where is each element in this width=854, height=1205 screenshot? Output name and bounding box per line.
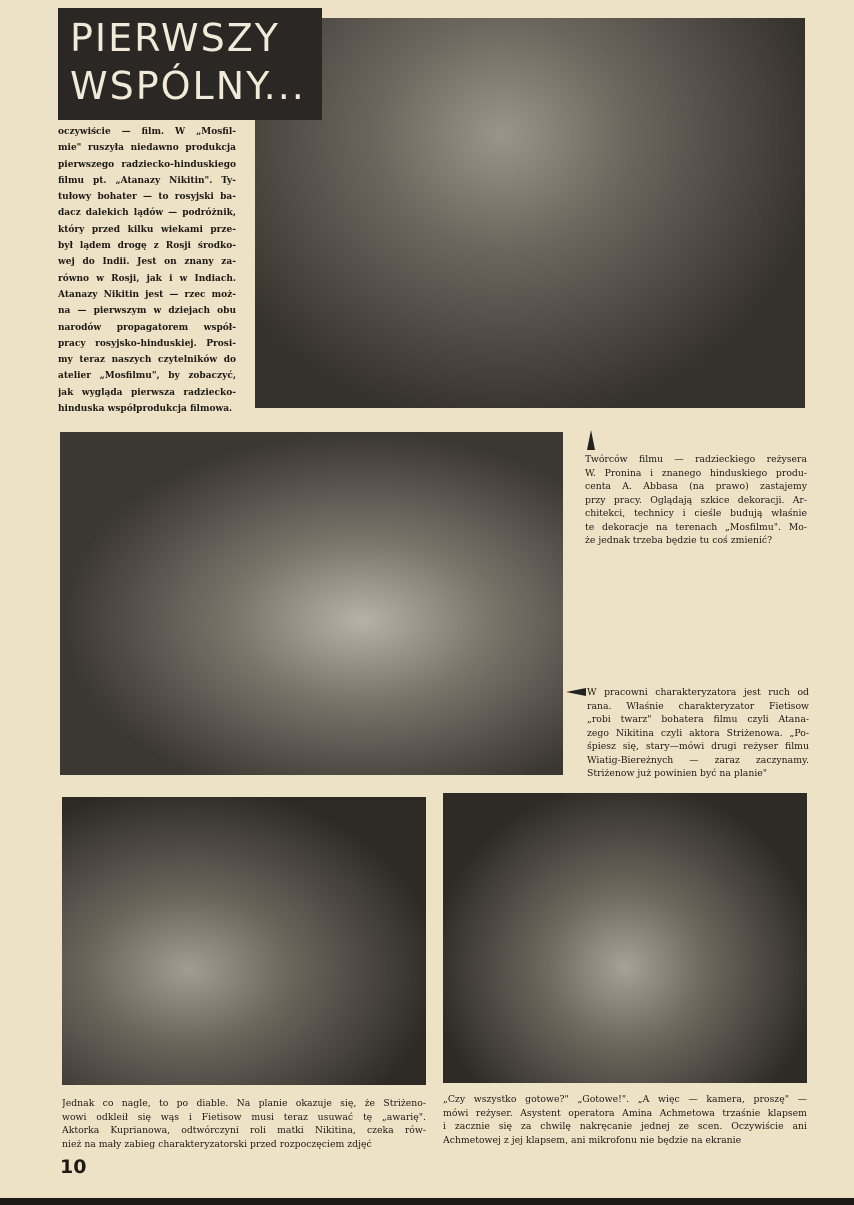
text-line: hinduska współprodukcja filmowa. (58, 404, 233, 415)
article-title (58, 8, 322, 120)
text-line: był lądem drogę z Rosji środko- (58, 241, 236, 252)
arrow-up-icon (587, 430, 595, 450)
text-line: „Czy wszystko gotowe?" „Gotowe!". „A więc — kamera, proszę" — (443, 1094, 807, 1105)
text-line: oczywiście — film. W „Mosfil- (58, 127, 236, 137)
text-line: Aktorka Kuprianowa, odtwórczyni roli matki Nikitina, czeka rów- (62, 1125, 426, 1136)
text-line: tułowy bohater — to rosyjski ba- (58, 192, 236, 203)
text-line: dacz dalekich lądów — podróżnik, (58, 208, 236, 219)
text-line: na — pierwszym w dziejach obu (58, 306, 236, 317)
text-line: Jednak co nagle, to po diable. Na planie okazuje się, że Striżeno- (62, 1098, 426, 1109)
text-line: Striżenow już powinien być na planie" (587, 768, 768, 779)
text-line: narodów propagatorem współ- (58, 322, 236, 333)
text-line: że jednak trzeba będzie tu coś zmienić? (585, 535, 773, 546)
text-line: przy pracy. Oglądają szkice dekoracji. Ar- (585, 494, 807, 506)
text-line: wej do Indii. Jest on znany za- (58, 257, 236, 268)
caption-top-photo (585, 453, 807, 548)
text-line: śpiesz się, stary—mówi drugi reżyser filmu (587, 741, 809, 752)
text-line: Atanazy Nikitin jest — rzec moż- (58, 289, 236, 300)
page-edge (0, 1198, 854, 1205)
arrow-left-icon (566, 688, 586, 696)
text-line: równo w Rosji, jak i w Indiach. (58, 273, 236, 284)
text-line: jak wygląda pierwsza radziecko- (58, 387, 236, 398)
text-line: wowi odkleił się wąs i Fietisow musi teraz usuwać tę „awarię". (62, 1111, 426, 1123)
text-line: Achmetowej z jej klapsem, ani mikrofonu nie będzie na ekranie (443, 1134, 742, 1146)
text-line: filmu pt. „Atanazy Nikitin". Ty- (58, 175, 236, 186)
photo-film-set-actress (62, 797, 426, 1085)
title-line-2: WSPÓLNY... (70, 64, 306, 108)
text-line: nież na mały zabieg charakteryzatorski przed rozpoczęciem zdjęć (62, 1138, 372, 1150)
caption-bottom-right-photo (443, 1093, 807, 1147)
page-number: 10 (60, 1156, 87, 1178)
text-line: mówi reżyser. Asystent operatora Amina Achmetowa trzaśnie klapsem (443, 1107, 807, 1119)
photo-directors-reviewing-sketches (255, 18, 805, 408)
text-line: centa A. Abbasa (na prawo) zastajemy (585, 481, 807, 492)
text-line: Wiatig-Biereżnych — zaraz zaczynamy. (587, 754, 809, 766)
photo-makeup-room (60, 432, 563, 775)
text-line: te dekoracje na terenach „Mosfilmu". Mo- (585, 521, 807, 533)
caption-bottom-left-photo (62, 1097, 426, 1151)
intro-text (58, 124, 236, 417)
photo-film-set-clapper (443, 793, 807, 1083)
title-line-1: PIERWSZY (70, 16, 280, 60)
caption-middle-photo (587, 686, 809, 781)
text-line: który przed kilku wiekami prze- (58, 224, 236, 235)
text-line: mie" ruszyła niedawno produkcja (58, 143, 236, 154)
text-line: W pracowni charakteryzatora jest ruch od (587, 687, 809, 698)
text-line: pierwszego radziecko-hinduskiego (58, 159, 236, 170)
text-line: rana. Właśnie charakteryzator Fietisow (587, 700, 809, 712)
text-line: i zacznie się za chwilę nakręcanie jednej ze scen. Oczywiście ani (443, 1121, 807, 1132)
text-line: W. Pronina i znanego hinduskiego produ- (585, 467, 807, 479)
text-line: my teraz naszych czytelników do (58, 355, 236, 366)
text-line: atelier „Mosfilmu", by zobaczyć, (58, 371, 236, 382)
text-line: Twórców filmu — radzieckiego reżysera (585, 454, 807, 465)
text-line: „robi twarz" bohatera filmu czyli Atana- (587, 714, 809, 725)
text-line: chitekci, technicy i cieśle budują właśnie (585, 508, 807, 519)
text-line: zego Nikitina czyli aktora Striżenowa. „Po- (587, 727, 809, 739)
text-line: pracy rosyjsko-hinduskiej. Prosi- (58, 338, 236, 349)
